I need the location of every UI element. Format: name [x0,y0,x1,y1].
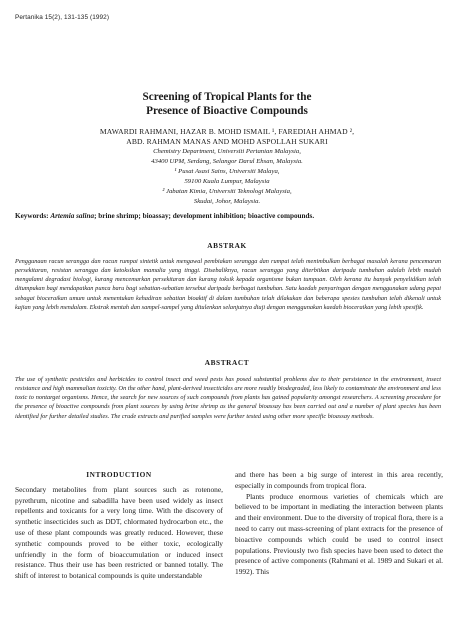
keywords [15,211,445,221]
affiliation-line: 59100 Kuala Lumpur, Malaysia [184,178,270,185]
title-line-1: Screening of Tropical Plants for the [142,91,312,103]
affiliation-line: Skudai, Johor, Malaysia. [193,198,261,205]
keyword-first: Artemia salina [50,212,95,220]
abstrak-text: Penggunaan racun serangga dan racun rumpai sintetik untuk mengawal pembiakan serangga dan rumpai telah menimbulkan berbagai masalah kerana pencemaran persekitaran, resistan serangga dan ketoksikan mamalia yang tinggi. Disebaliknya, racun serangga yang diterbitkan daripada tumbuhan adalah lebih mudah mengalami degradasi biologi, kurang mencemarkan persekitaran dan kurang toksik kepada organisme bukan tumpuan. Oleh kerana itu banyak penyelidikan telah ditumpukan bagi mendapatkan punca baru bagi sebatian-sebatian tersebut daripada berbagai tumbuhan. Satu kaedah penyaringan dengan menggunakan udang pepai sebagai bioceraikan umum untuk menentukan kehadiran sebatian bioaktif di dalam tumbuhan telah dilakukan dan beberapa spesies tumbuhan telah dikenali untuk kajian yang lebih mendalam. Ekstrak mentah dan sampel-sampel yang ditulenkan selanjutnya diuji dengan menggunakan kaedah bioceraikan yang lebih spesifik. [15,258,441,311]
intro-paragraph: Secondary metabolites from plant sources such as rotenone, pyrethrum, nicotine and sabadilla have been used widely as insect repellents and toxicants for a very long time. With the discovery of synthetic insecticides such as DDT, chlormated hydrocarbon etc., the use of these plant compounds was greatly reduced. However, these synthetic compounds proved to be either toxic, ecologically unfriendly in the form of bioaccumulation or induced insect resistance. Thus their use has been restricted or banned totally. The shift of interest to botanical compounds is quite understandable [15,484,223,581]
keywords-label: Keywords: [15,212,49,220]
affiliation-line: Chemistry Department, Universiti Pertanian Malaysia, [153,148,301,155]
intro-right-column [235,470,443,578]
intro-left-column [15,470,223,582]
keywords-rest: ; brine shrimp; bioassay; development inhibition; bioactive compounds. [94,212,315,220]
abstract-text: The use of synthetic pesticides and herbicides to control insect and weed pests has posed substantial problems due to their persistence in the environment, insect resistance and high mammalian toxicity. On the other hand, plant-derived insecticides are more readily biodegraded, less likely to contaminate the environment and less toxic to nontarget organisms. Hence, the search for new sources of such compounds from plants has gained popularity amongst researchers. A screening procedure for the presence of bioactive compounds from plant sources by using brine shrimp as the general bioassay has been carried out and a number of plant species has been identified for further detailed studies. The crude extracts and purified samples were further tested using other more specific bioassay methods. [15,376,441,420]
paper-title [0,90,454,118]
journal-reference: Pertanika 15(2), 131-135 (1992) [15,14,110,21]
affiliation-line: 43400 UPM, Serdang, Selangor Darul Ehsan, Malaysia. [151,158,303,165]
author-list [0,127,454,147]
authors-line-2: ABD. RAHMAN MANAS AND MOHD ASPOLLAH SUKARI [126,137,328,146]
intro-paragraph: and there has been a big surge of interest in this area recently, especially in compounds from tropical flora. [235,470,443,490]
affiliation-line: ² Jabatan Kimia, Universiti Teknologi Malaysia, [162,188,292,195]
affiliation-line: ¹ Pusat Asasi Sains, Universiti Malaya, [174,168,280,175]
introduction-heading: INTRODUCTION [86,470,152,479]
authors-line-1: MAWARDI RAHMANI, HAZAR B. MOHD ISMAIL ¹, FAREDIAH AHMAD ², [99,127,355,136]
title-line-2: Presence of Bioactive Compounds [146,105,308,117]
abstract-heading: ABSTRACT [204,358,250,367]
abstrak-heading: ABSTRAK [207,241,247,250]
intro-paragraph: Plants produce enormous varieties of chemicals which are believed to be important in mediating the interaction between plants and their environment. Due to the diversity of tropical flora, there is a need to carry out mass-screening of plant extracts for the presence of bioactive compounds which could be used to control insect populations. Previously two fish species have been used to detect the presence of active components (Rahmani et al. 1989 and Sukari et al. 1992). This [235,491,443,577]
